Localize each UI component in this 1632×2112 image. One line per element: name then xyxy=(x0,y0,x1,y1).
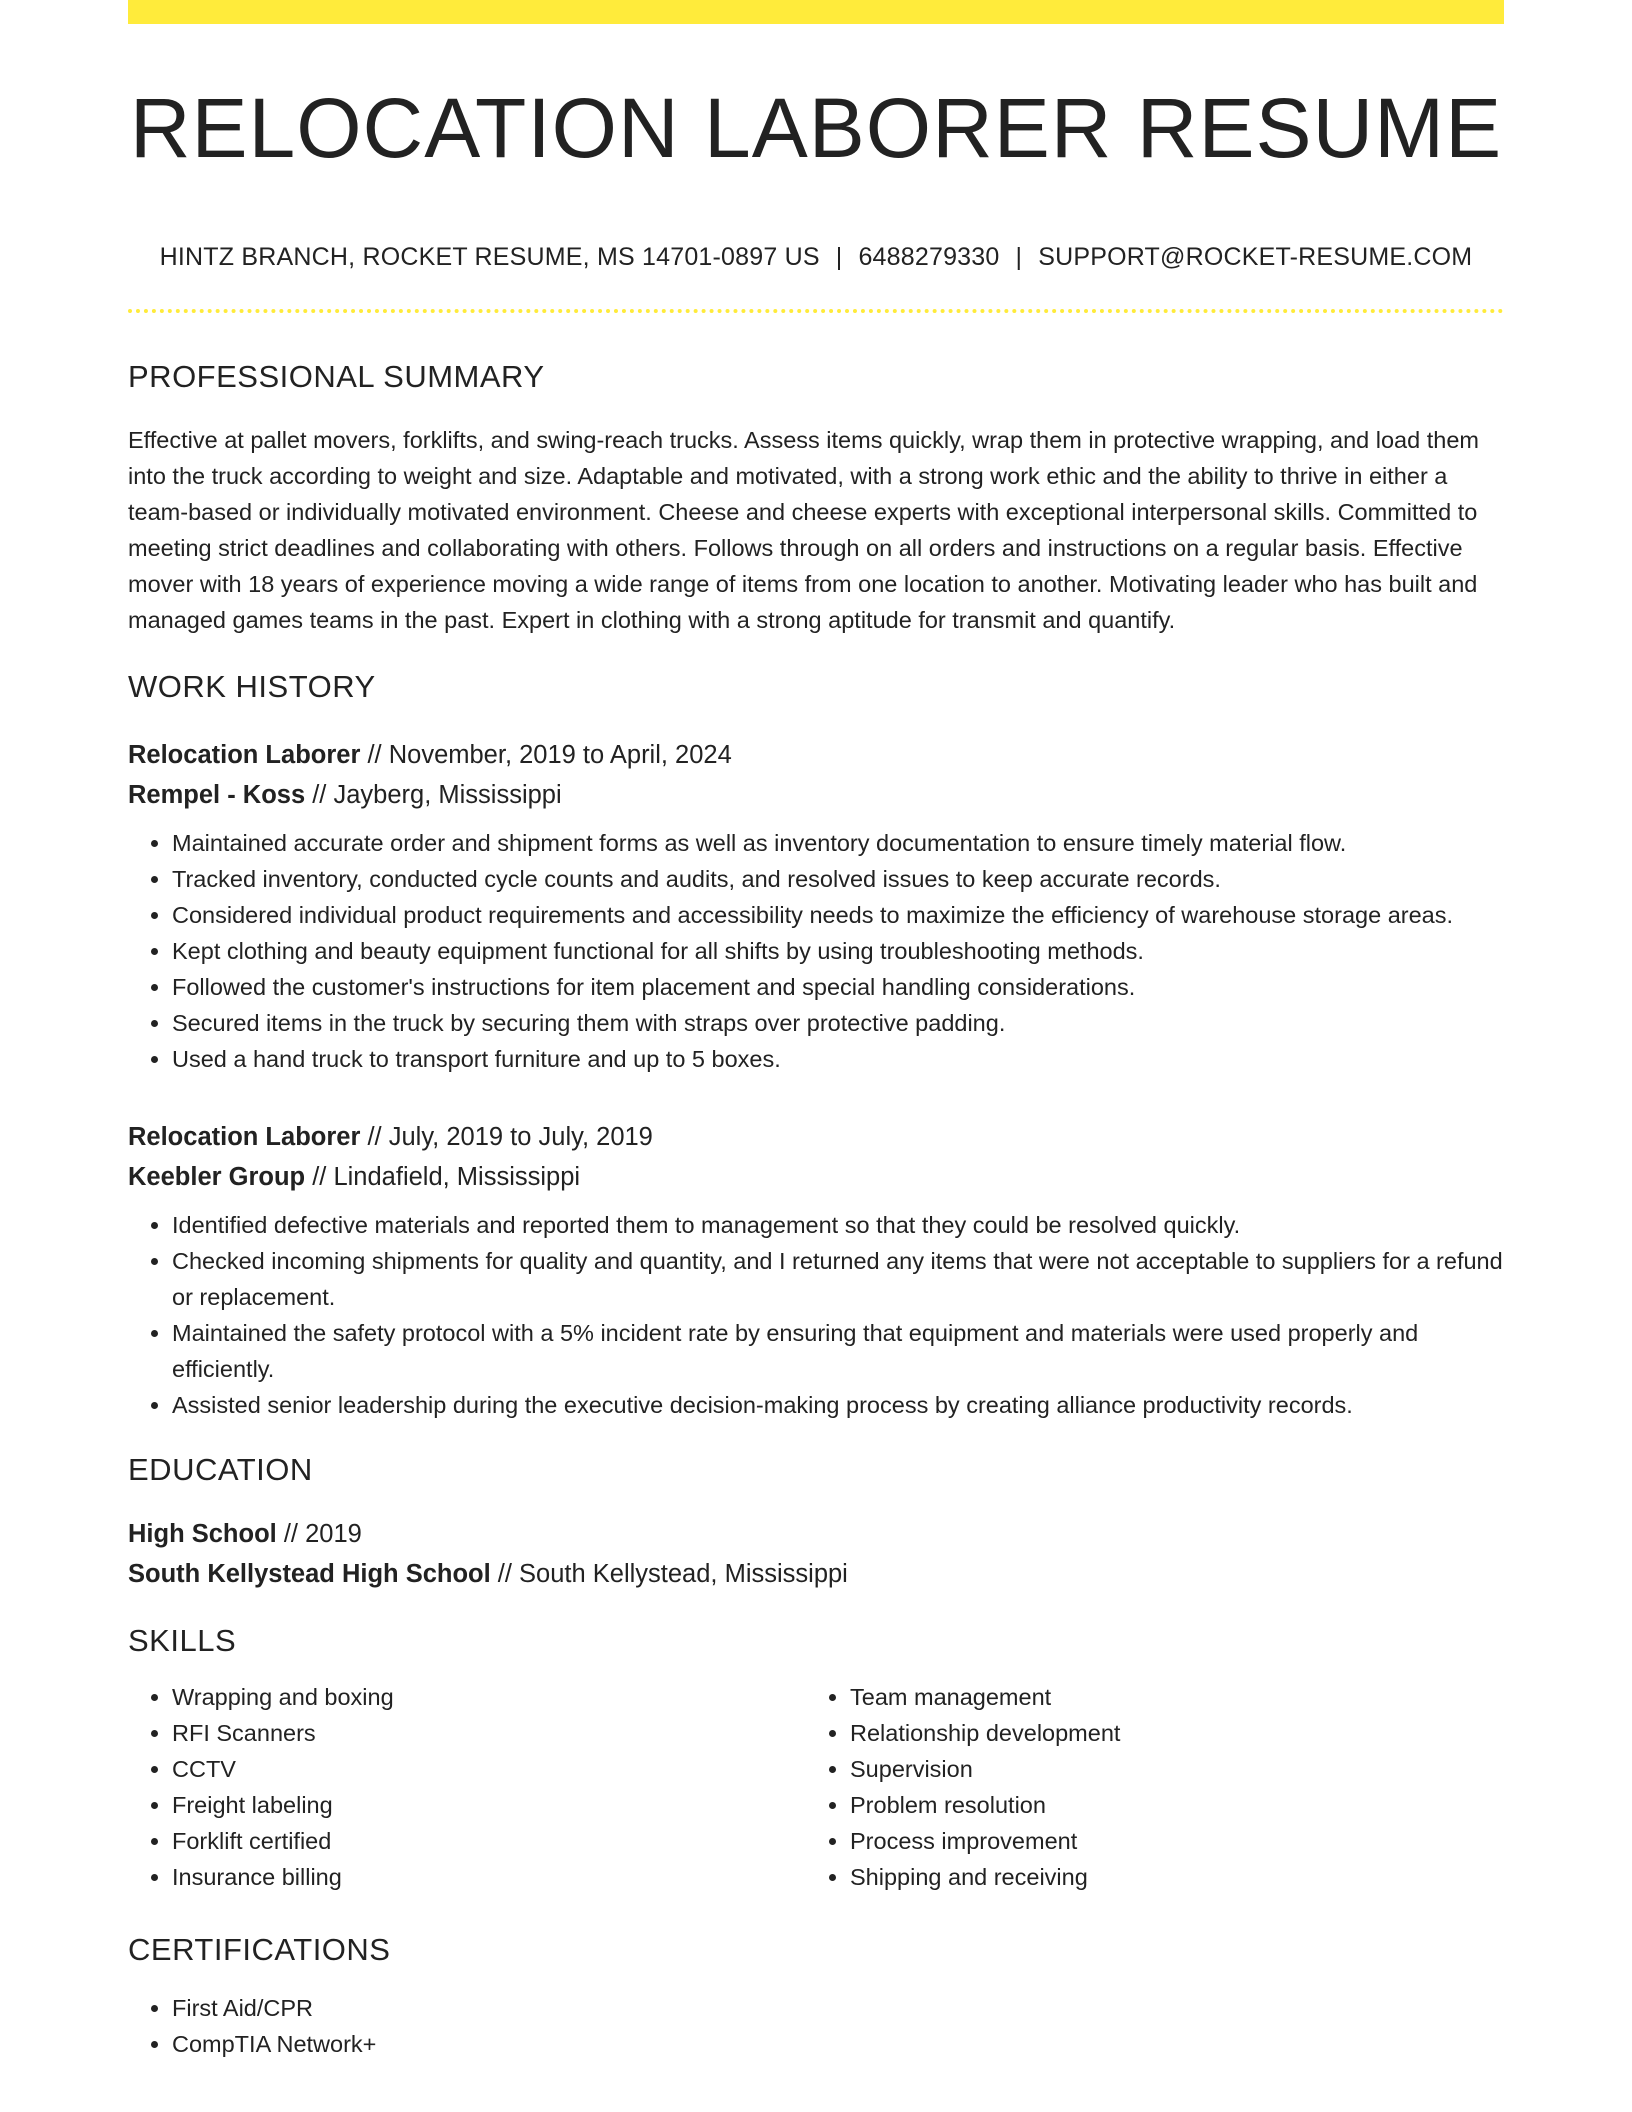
accent-bar xyxy=(128,0,1504,24)
contact-address: HINTZ BRANCH, ROCKET RESUME, MS 14701-0897 US xyxy=(159,243,820,272)
education-year: // 2019 xyxy=(276,1519,362,1548)
job-company-line xyxy=(128,1157,1504,1197)
skill-item: • Wrapping and boxing xyxy=(172,1679,806,1715)
contact-separator: | xyxy=(835,243,843,272)
education-location: // South Kellystead, Mississippi xyxy=(490,1559,848,1588)
skill-item: • Team management xyxy=(850,1679,1484,1715)
job-bullet: • Considered individual product requirements and accessibility needs to maximize the efficiency of warehouse storage areas. xyxy=(172,897,1504,933)
skills-column-left xyxy=(128,1679,806,1895)
certifications-list xyxy=(128,1990,1504,2062)
job-role: Relocation Laborer xyxy=(128,1122,361,1151)
contact-line xyxy=(128,242,1504,272)
certification-item: • CompTIA Network+ xyxy=(172,2026,1504,2062)
skill-item: • Problem resolution xyxy=(850,1787,1484,1823)
job-location: // Lindafield, Mississippi xyxy=(305,1162,581,1191)
job-bullet: • Used a hand truck to transport furniture and up to 5 boxes. xyxy=(172,1041,1504,1077)
job-bullet: • Tracked inventory, conducted cycle counts and audits, and resolved issues to keep accurate records. xyxy=(172,861,1504,897)
job-bullet-list xyxy=(128,825,1504,1077)
education-degree-line xyxy=(128,1514,1504,1554)
job-bullet: • Maintained accurate order and shipment forms as well as inventory documentation to ensure timely material flow. xyxy=(172,825,1504,861)
summary-heading: PROFESSIONAL SUMMARY xyxy=(128,359,545,395)
job-bullet: • Kept clothing and beauty equipment functional for all shifts by using troubleshooting methods. xyxy=(172,933,1504,969)
job-bullet: • Secured items in the truck by securing them with straps over protective padding. xyxy=(172,1005,1504,1041)
job-location: // Jayberg, Mississippi xyxy=(305,780,562,809)
job-bullet: • Identified defective materials and reported them to management so that they could be resolved quickly. xyxy=(172,1207,1504,1243)
skills-grid xyxy=(128,1679,1504,1895)
summary-text: Effective at pallet movers, forklifts, and swing-reach trucks. Assess items quickly, wrap them in protective wrapping, and load them into the truck according to weight and size. Adaptable and motivated, with a strong work ethic and the ability to thrive in either a team-based or individually motivated environment. Cheese and cheese experts with exceptional interpersonal skills. Committed to meeting strict deadlines and collaborating with others. Follows through on all orders and instructions on a regular basis. Effective mover with 18 years of experience moving a wide range of items from one location to another. Motivating leader who has built and managed games teams in the past. Expert in clothing with a strong aptitude for transmit and quantify. xyxy=(128,426,1479,633)
job-entry xyxy=(128,1117,1504,1423)
certification-item: • First Aid/CPR xyxy=(172,1990,1504,2026)
skill-item: • Insurance billing xyxy=(172,1859,806,1895)
education-school-line xyxy=(128,1554,1504,1594)
resume-page xyxy=(128,0,1504,2086)
resume-title: RELOCATION LABORER RESUME xyxy=(129,81,1503,175)
skill-item: • Freight labeling xyxy=(172,1787,806,1823)
job-bullet: • Maintained the safety protocol with a 5% incident rate by ensuring that equipment and materials were used properly and efficiently. xyxy=(172,1315,1504,1387)
job-bullet: • Assisted senior leadership during the executive decision-making process by creating alliance productivity records. xyxy=(172,1387,1504,1423)
contact-email[interactable]: SUPPORT@ROCKET-RESUME.COM xyxy=(1038,243,1473,272)
job-company: Keebler Group xyxy=(128,1162,306,1191)
education-school: South Kellystead High School xyxy=(128,1559,491,1588)
job-company: Rempel - Koss xyxy=(128,780,306,809)
skill-item: • Process improvement xyxy=(850,1823,1484,1859)
skill-item: • CCTV xyxy=(172,1751,806,1787)
education-heading: EDUCATION xyxy=(128,1451,313,1487)
job-title-line xyxy=(128,735,1504,775)
job-role: Relocation Laborer xyxy=(128,740,361,769)
job-bullet-list xyxy=(128,1207,1504,1423)
contact-phone: 6488279330 xyxy=(858,243,1000,272)
skill-item: • Relationship development xyxy=(850,1715,1484,1751)
skills-column-right xyxy=(806,1679,1484,1895)
work-history-heading: WORK HISTORY xyxy=(128,668,376,704)
job-company-line xyxy=(128,775,1504,815)
job-title-line xyxy=(128,1117,1504,1157)
skill-item: • Shipping and receiving xyxy=(850,1859,1484,1895)
job-dates: // November, 2019 to April, 2024 xyxy=(360,740,732,769)
certifications-heading: CERTIFICATIONS xyxy=(128,1932,391,1968)
education-degree: High School xyxy=(128,1519,277,1548)
job-bullet: • Followed the customer's instructions for item placement and special handling considerations. xyxy=(172,969,1504,1005)
job-entry xyxy=(128,735,1504,1077)
skill-item: • RFI Scanners xyxy=(172,1715,806,1751)
job-bullet: • Checked incoming shipments for quality and quantity, and I returned any items that were not acceptable to suppliers for a refund or replacement. xyxy=(172,1243,1504,1315)
education-entry xyxy=(128,1514,1504,1594)
job-dates: // July, 2019 to July, 2019 xyxy=(360,1122,653,1151)
skill-item: • Supervision xyxy=(850,1751,1484,1787)
contact-separator: | xyxy=(1015,243,1023,272)
skills-heading: SKILLS xyxy=(128,1622,237,1658)
dotted-divider xyxy=(128,309,1504,313)
skill-item: • Forklift certified xyxy=(172,1823,806,1859)
